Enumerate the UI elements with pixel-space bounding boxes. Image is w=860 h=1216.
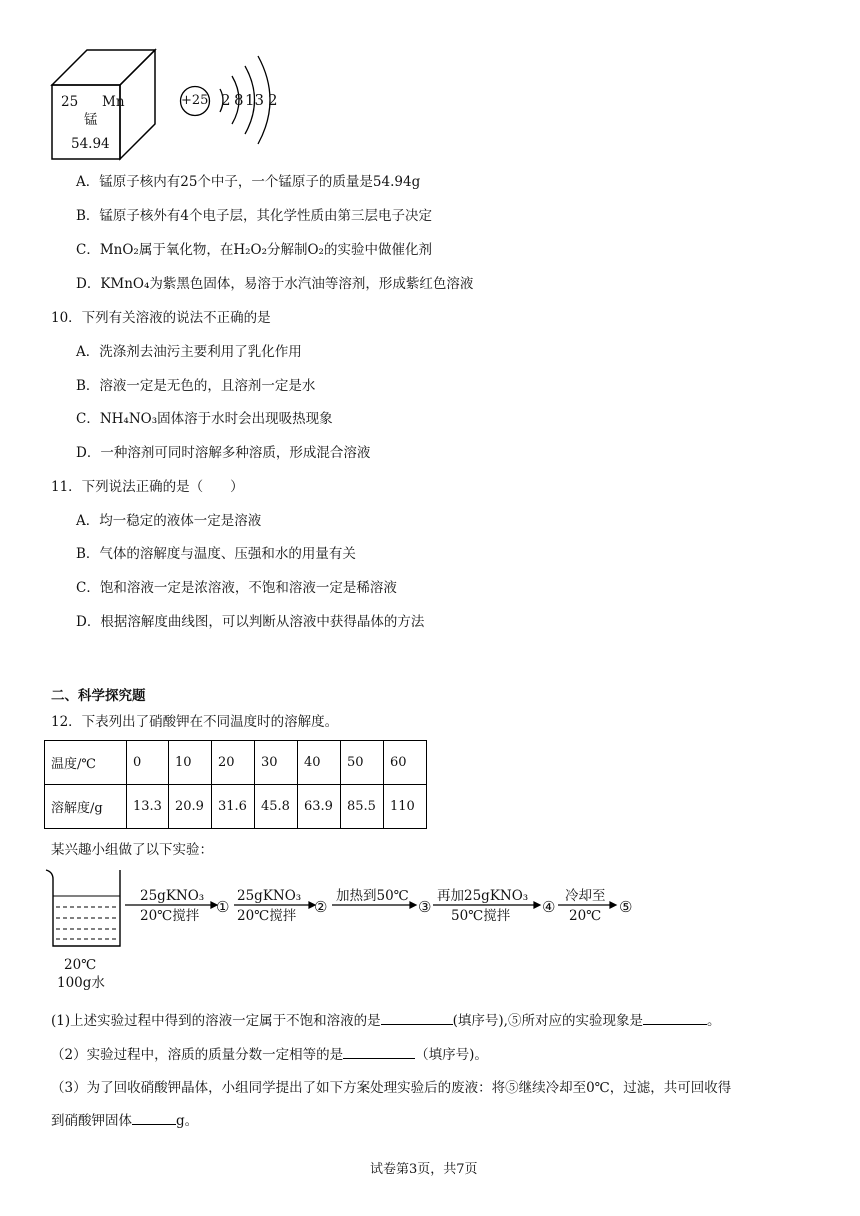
answer-blank-1[interactable]: [381, 1010, 453, 1025]
beaker-water-label: 100g水: [57, 975, 105, 991]
mn-shell-2: 8: [234, 91, 244, 109]
step-2-reagent: 25gKNO₃: [237, 888, 302, 904]
step-2-condition: 20℃搅拌: [237, 908, 297, 924]
q10-option-d: D．一种溶剂可同时溶解多种溶质，形成混合溶液: [76, 445, 371, 461]
q9-option-d: D．KMnO₄为紫黑色固体，易溶于水汽油等溶剂，形成紫红色溶液: [76, 276, 474, 292]
answer-blank-2[interactable]: [643, 1010, 707, 1025]
table-cell: 13.3: [127, 785, 169, 829]
table-cell: 40: [297, 741, 340, 785]
page-footer: 试卷第3页，共7页: [370, 1162, 478, 1177]
section-heading: 二、科学探究题: [51, 688, 146, 704]
q11-option-a: A．均一稳定的液体一定是溶液: [76, 513, 262, 529]
sub-question-1-text-b: (填序号),⑤所对应的实验现象是: [452, 1013, 643, 1029]
result-5: ⑤: [619, 898, 633, 916]
sub-question-2-text-a: （2）实验过程中，溶质的质量分数一定相等的是: [51, 1047, 344, 1063]
table-cell: 110: [383, 785, 426, 829]
mn-atomic-number: 25: [61, 94, 79, 110]
step-1-condition: 20℃搅拌: [140, 908, 200, 924]
result-3: ③: [418, 898, 432, 916]
q10-option-a: A．洗涤剂去油污主要利用了乳化作用: [76, 344, 302, 360]
step-5-action: 冷却至: [565, 888, 606, 904]
table-cell: 60: [383, 741, 426, 785]
answer-blank-3[interactable]: [343, 1044, 415, 1059]
q10-option-b: B．溶液一定是无色的，且溶剂一定是水: [76, 378, 316, 394]
table-cell: 10: [168, 741, 211, 785]
sub-question-1: [51, 1010, 720, 1031]
table-row: [45, 785, 427, 829]
table-row: [45, 741, 427, 785]
q11-stem: 11．下列说法正确的是（ ）: [51, 479, 244, 495]
table-cell: 31.6: [211, 785, 254, 829]
sub-question-3-text-b: g。: [176, 1113, 199, 1129]
step-1-reagent: 25gKNO₃: [140, 888, 205, 904]
table-cell: 30: [254, 741, 297, 785]
table-cell: 45.8: [254, 785, 297, 829]
mn-mass: 54.94: [71, 136, 110, 152]
beaker-temp-label: 20℃: [64, 957, 97, 973]
sub-question-2-text-b: （填序号)。: [415, 1047, 488, 1063]
table-cell: 20.9: [168, 785, 211, 829]
solubility-table: [44, 740, 427, 829]
mn-nucleus-label: +25: [181, 93, 209, 108]
sub-question-3-text-a: 到硝酸钾固体: [51, 1113, 132, 1129]
sub-question-3-line-2: [51, 1110, 198, 1131]
step-4-condition: 50℃搅拌: [451, 908, 511, 924]
result-4: ④: [542, 898, 556, 916]
sub-question-1-text-a: (1)上述实验过程中得到的溶液一定属于不饱和溶液的是: [51, 1013, 381, 1029]
q9-option-c: C．MnO₂属于氧化物，在H₂O₂分解制O₂的实验中做催化剂: [76, 242, 432, 258]
sub-question-1-text-c: 。: [706, 1013, 721, 1029]
q11-option-c: C．饱和溶液一定是浓溶液，不饱和溶液一定是稀溶液: [76, 580, 397, 596]
table-cell: 0: [127, 741, 169, 785]
answer-blank-4[interactable]: [132, 1110, 176, 1125]
experiment-intro: 某兴趣小组做了以下实验：: [51, 842, 213, 858]
table-cell: 50: [340, 741, 383, 785]
table-cell: 85.5: [340, 785, 383, 829]
sub-question-2: [51, 1044, 488, 1065]
table-cell: 温度/℃: [45, 741, 127, 785]
mn-name: 锰: [84, 112, 98, 128]
result-2: ②: [314, 898, 328, 916]
mn-shell-3: 13: [245, 91, 265, 109]
table-cell: 20: [211, 741, 254, 785]
mn-symbol: Mn: [102, 94, 125, 110]
step-5-temp: 20℃: [569, 908, 602, 924]
step-3-condition: 加热到50℃: [336, 888, 409, 904]
beaker-icon: [44, 868, 126, 952]
q11-option-d: D．根据溶解度曲线图，可以判断从溶液中获得晶体的方法: [76, 614, 425, 630]
table-cell: 溶解度/g: [45, 785, 127, 829]
sub-question-3-line-1: （3）为了回收硝酸钾晶体，小组同学提出了如下方案处理实验后的废液：将⑤继续冷却至0℃，过滤，共可回收得: [51, 1080, 732, 1096]
table-cell: 63.9: [297, 785, 340, 829]
q9-option-b: B．锰原子核外有4个电子层，其化学性质由第三层电子决定: [76, 208, 433, 224]
q9-option-a: A．锰原子核内有25个中子，一个锰原子的质量是54.94g: [76, 174, 421, 190]
mn-shell-4: 2: [268, 91, 278, 109]
result-1: ①: [216, 898, 230, 916]
step-4-reagent: 再加25gKNO₃: [437, 888, 529, 904]
q11-option-b: B．气体的溶解度与温度、压强和水的用量有关: [76, 546, 356, 562]
q10-option-c: C．NH₄NO₃固体溶于水时会出现吸热现象: [76, 411, 333, 427]
q10-stem: 10．下列有关溶液的说法不正确的是: [51, 310, 271, 326]
q12-stem: 12．下表列出了硝酸钾在不同温度时的溶解度。: [51, 714, 339, 730]
mn-shell-1: 2: [221, 91, 231, 109]
